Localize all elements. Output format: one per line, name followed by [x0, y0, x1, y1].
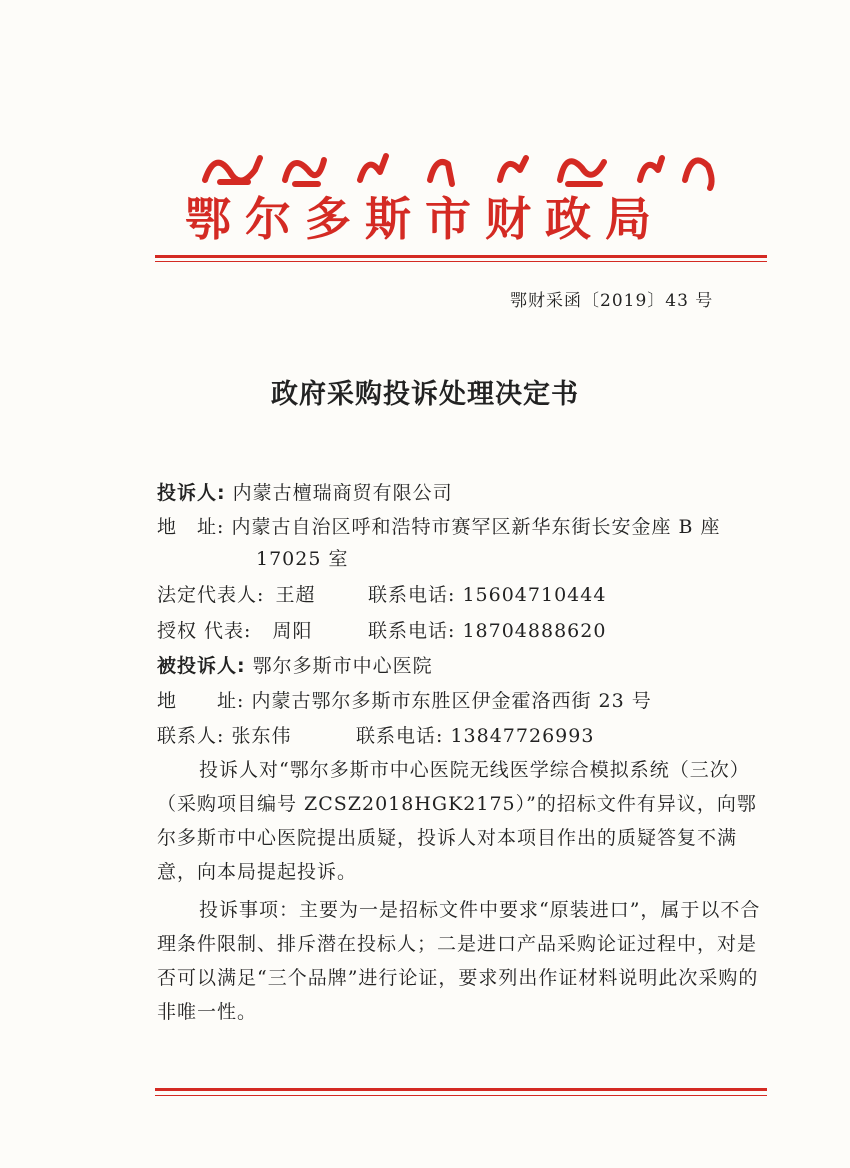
respondent-contact: 张东伟	[231, 725, 292, 747]
complainant-address-line	[157, 512, 721, 539]
footer-rule-thin	[155, 1095, 767, 1096]
auth-phone-label: 联系电话:	[368, 620, 456, 642]
letterhead-rule-thick	[155, 255, 767, 258]
letterhead-title: 鄂尔多斯市财政局	[185, 192, 665, 246]
respondent-address-line	[157, 686, 652, 713]
footer-rule-thick	[155, 1088, 767, 1091]
complainant-address-line2: 17025 室	[256, 548, 349, 570]
respondent-line	[157, 651, 433, 678]
auth-rep-label: 授权 代表:	[157, 620, 252, 642]
respondent-label: 被投诉人:	[157, 655, 246, 677]
respondent-phone-line	[356, 721, 594, 748]
complainant-label: 投诉人:	[157, 482, 226, 504]
auth-rep-phone-line	[368, 616, 606, 643]
legal-phone-label: 联系电话:	[368, 584, 456, 606]
legal-rep-phone-line	[368, 580, 606, 607]
respondent-contact-label: 联系人:	[157, 725, 225, 747]
auth-rep-line	[157, 616, 313, 643]
auth-rep-name: 周阳	[272, 620, 313, 642]
complainant-address: 内蒙古自治区呼和浩特市赛罕区新华东街长安金座 B 座	[231, 516, 721, 538]
letterhead-rule-thin	[155, 261, 767, 262]
complainant-address-label: 地 址:	[157, 516, 225, 538]
paragraph-complaint-items: 投诉事项：主要为一是招标文件中要求“原装进口”，属于以不合理条件限制、排斥潜在投标人；二是进口产品采购论证过程中，对是否可以满足“三个品牌”进行论证，要求列出作证材料说明此次采购的非唯一性。	[157, 899, 761, 1023]
auth-phone: 18704888620	[462, 620, 607, 642]
legal-rep-name: 王超	[275, 584, 316, 606]
legal-phone: 15604710444	[462, 584, 607, 606]
respondent-phone: 13847726993	[450, 725, 595, 747]
legal-rep-label: 法定代表人:	[157, 584, 265, 606]
complainant-name: 内蒙古檀瑞商贸有限公司	[232, 482, 453, 504]
legal-rep-line	[157, 580, 315, 607]
respondent-phone-label: 联系电话:	[356, 725, 444, 747]
paragraph-complaint-background: 投诉人对“鄂尔多斯市中心医院无线医学综合模拟系统（三次）（采购项目编号 ZCSZ2018HGK2175）”的招标文件有异议，向鄂尔多斯市中心医院提出质疑，投诉人对本项目作出的质疑答复不满意，向本局提起投诉。	[157, 759, 757, 883]
respondent-address-label: 地 址:	[157, 690, 245, 712]
complainant-line	[157, 478, 453, 505]
respondent-contact-line	[157, 721, 291, 748]
document-heading: 政府采购投诉处理决定书	[271, 379, 579, 410]
respondent-name: 鄂尔多斯市中心医院	[252, 655, 433, 677]
respondent-address: 内蒙古鄂尔多斯市东胜区伊金霍洛西街 23 号	[251, 690, 652, 712]
document-number: 鄂财采函〔2019〕43 号	[510, 291, 714, 311]
